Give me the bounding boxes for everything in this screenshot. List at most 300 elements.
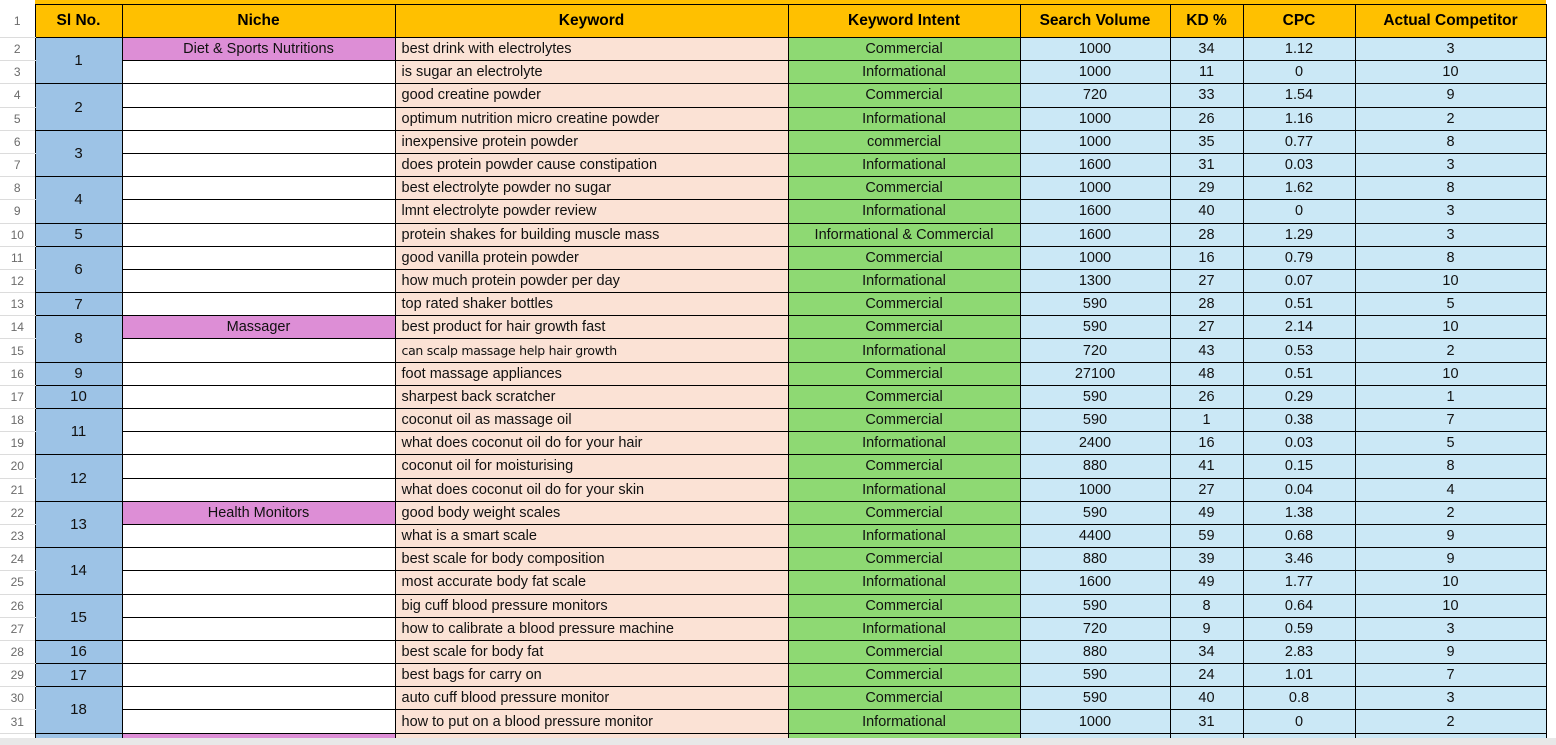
cell-actual-competitor[interactable]: 3 <box>1355 200 1546 223</box>
cell-search-volume[interactable]: 720 <box>1020 339 1170 362</box>
table-row <box>0 200 1546 223</box>
cell-cpc[interactable]: 2.83 <box>1243 640 1355 663</box>
cell-actual-competitor[interactable]: 4 <box>1355 478 1546 501</box>
row-number[interactable]: 3 <box>0 61 35 84</box>
row-number[interactable]: 31 <box>0 710 35 733</box>
table-row <box>0 223 1546 246</box>
cell-keyword[interactable]: good vanilla protein powder <box>395 246 788 269</box>
cell-keyword[interactable]: best scale for body fat <box>395 640 788 663</box>
cell-sl-no[interactable]: 5 <box>35 223 122 246</box>
cell-kd-percent[interactable]: 26 <box>1170 385 1243 408</box>
row-number[interactable]: 20 <box>0 455 35 478</box>
cell-keyword[interactable]: inexpensive protein powder <box>395 130 788 153</box>
cell-cpc[interactable]: 2.14 <box>1243 316 1355 339</box>
table-row <box>0 409 1546 432</box>
row-number[interactable]: 2 <box>0 38 35 61</box>
cell-niche[interactable] <box>122 246 395 269</box>
cell-keyword[interactable]: coconut oil as massage oil <box>395 409 788 432</box>
cell-keyword-intent[interactable]: Commercial <box>788 177 1020 200</box>
cell-kd-percent[interactable]: 31 <box>1170 153 1243 176</box>
cell-keyword-intent[interactable]: Informational <box>788 153 1020 176</box>
cell-cpc[interactable]: 3.46 <box>1243 548 1355 571</box>
cell-sl-no[interactable]: 14 <box>35 548 122 594</box>
cell-keyword-intent[interactable]: Informational <box>788 432 1020 455</box>
column-header-keyword-intent[interactable]: Keyword Intent <box>788 5 1020 38</box>
table-row <box>0 153 1546 176</box>
row-number[interactable]: 26 <box>0 594 35 617</box>
cell-niche[interactable] <box>122 571 395 594</box>
row-number[interactable]: 7 <box>0 153 35 176</box>
cell-sl-no[interactable]: 9 <box>35 362 122 385</box>
cell-keyword[interactable]: what is a smart scale <box>395 524 788 547</box>
row-number[interactable]: 10 <box>0 223 35 246</box>
cell-sl-no[interactable]: 12 <box>35 455 122 501</box>
cell-niche[interactable] <box>122 409 395 432</box>
row-number[interactable]: 17 <box>0 385 35 408</box>
cell-keyword[interactable]: sharpest back scratcher <box>395 385 788 408</box>
row-number[interactable]: 25 <box>0 571 35 594</box>
cell-cpc[interactable]: 0.59 <box>1243 617 1355 640</box>
table-row <box>0 107 1546 130</box>
cell-kd-percent[interactable]: 28 <box>1170 293 1243 316</box>
table-row <box>0 362 1546 385</box>
cell-kd-percent[interactable]: 59 <box>1170 524 1243 547</box>
cell-niche[interactable] <box>122 339 395 362</box>
row-number[interactable]: 23 <box>0 524 35 547</box>
cell-niche[interactable] <box>122 687 395 710</box>
cell-keyword-intent[interactable]: Informational <box>788 339 1020 362</box>
cell-niche[interactable] <box>122 455 395 478</box>
row-number[interactable]: 8 <box>0 177 35 200</box>
cell-niche[interactable] <box>122 177 395 200</box>
cell-search-volume[interactable]: 590 <box>1020 385 1170 408</box>
cell-actual-competitor[interactable]: 3 <box>1355 223 1546 246</box>
cell-niche[interactable]: Health Monitors <box>122 501 395 524</box>
cell-kd-percent[interactable]: 29 <box>1170 177 1243 200</box>
cell-sl-no[interactable]: 3 <box>35 130 122 176</box>
cell-actual-competitor[interactable]: 9 <box>1355 84 1546 107</box>
cell-niche[interactable] <box>122 223 395 246</box>
row-number[interactable]: 19 <box>0 432 35 455</box>
row-number[interactable]: 1 <box>0 5 35 38</box>
cell-keyword[interactable]: foot massage appliances <box>395 362 788 385</box>
cell-cpc[interactable]: 0.15 <box>1243 455 1355 478</box>
cell-keyword[interactable]: can scalp massage help hair growth <box>395 339 788 362</box>
cell-sl-no[interactable]: 13 <box>35 501 122 547</box>
cell-kd-percent[interactable]: 27 <box>1170 316 1243 339</box>
cell-cpc[interactable]: 0.53 <box>1243 339 1355 362</box>
cell-keyword[interactable]: what does coconut oil do for your skin <box>395 478 788 501</box>
table-row <box>0 246 1546 269</box>
row-number[interactable]: 15 <box>0 339 35 362</box>
row-number[interactable]: 9 <box>0 200 35 223</box>
cell-cpc[interactable]: 0.51 <box>1243 362 1355 385</box>
cell-sl-no[interactable]: 6 <box>35 246 122 292</box>
row-number[interactable]: 13 <box>0 293 35 316</box>
cell-kd-percent[interactable]: 8 <box>1170 594 1243 617</box>
cell-keyword-intent[interactable]: Commercial <box>788 316 1020 339</box>
cell-sl-no[interactable]: 17 <box>35 664 122 687</box>
cell-keyword-intent[interactable]: Commercial <box>788 640 1020 663</box>
table-row <box>0 293 1546 316</box>
cell-search-volume[interactable]: 1600 <box>1020 223 1170 246</box>
cell-keyword[interactable]: is sugar an electrolyte <box>395 61 788 84</box>
column-header-niche[interactable]: Niche <box>122 5 395 38</box>
cell-cpc[interactable]: 0.04 <box>1243 478 1355 501</box>
cell-search-volume[interactable]: 1600 <box>1020 571 1170 594</box>
cell-keyword-intent[interactable]: Informational <box>788 269 1020 292</box>
cell-actual-competitor[interactable]: 2 <box>1355 710 1546 733</box>
cell-kd-percent[interactable]: 11 <box>1170 61 1243 84</box>
cell-keyword[interactable]: how to put on a blood pressure monitor <box>395 710 788 733</box>
cell-actual-competitor[interactable]: 3 <box>1355 38 1546 61</box>
cell-sl-no[interactable]: 1 <box>35 38 122 84</box>
row-number[interactable]: 12 <box>0 269 35 292</box>
cell-search-volume[interactable]: 1000 <box>1020 130 1170 153</box>
cell-keyword-intent[interactable]: Informational <box>788 200 1020 223</box>
cell-sl-no[interactable]: 10 <box>35 385 122 408</box>
cell-search-volume[interactable]: 1000 <box>1020 710 1170 733</box>
table-row <box>0 571 1546 594</box>
cell-search-volume[interactable]: 1000 <box>1020 246 1170 269</box>
table-row <box>0 501 1546 524</box>
cell-cpc[interactable]: 0.51 <box>1243 293 1355 316</box>
cell-kd-percent[interactable]: 31 <box>1170 710 1243 733</box>
row-number[interactable]: 18 <box>0 409 35 432</box>
row-number[interactable]: 22 <box>0 501 35 524</box>
cell-niche[interactable] <box>122 385 395 408</box>
column-header-actual-competitor[interactable]: Actual Competitor <box>1355 5 1546 38</box>
cell-actual-competitor[interactable]: 10 <box>1355 594 1546 617</box>
table-row <box>0 177 1546 200</box>
cell-keyword[interactable]: top rated shaker bottles <box>395 293 788 316</box>
cell-kd-percent[interactable]: 35 <box>1170 130 1243 153</box>
cell-actual-competitor[interactable]: 7 <box>1355 664 1546 687</box>
cell-keyword[interactable]: good creatine powder <box>395 84 788 107</box>
cell-cpc[interactable]: 0 <box>1243 61 1355 84</box>
cell-keyword-intent[interactable]: Commercial <box>788 664 1020 687</box>
cell-kd-percent[interactable]: 48 <box>1170 362 1243 385</box>
cell-keyword-intent[interactable]: Commercial <box>788 687 1020 710</box>
row-number[interactable]: 16 <box>0 362 35 385</box>
cell-niche[interactable] <box>122 200 395 223</box>
table-row <box>0 130 1546 153</box>
cell-niche[interactable] <box>122 362 395 385</box>
cell-keyword[interactable]: best bags for carry on <box>395 664 788 687</box>
table-row <box>0 61 1546 84</box>
cell-keyword-intent[interactable]: Commercial <box>788 362 1020 385</box>
cell-keyword-intent[interactable]: Commercial <box>788 548 1020 571</box>
cell-niche[interactable] <box>122 617 395 640</box>
cell-kd-percent[interactable]: 33 <box>1170 84 1243 107</box>
cell-kd-percent[interactable]: 28 <box>1170 223 1243 246</box>
cell-keyword[interactable]: does protein powder cause constipation <box>395 153 788 176</box>
cell-keyword-intent[interactable]: Informational <box>788 107 1020 130</box>
table-row <box>0 710 1546 733</box>
table-row <box>0 385 1546 408</box>
cell-cpc[interactable]: 0 <box>1243 200 1355 223</box>
cell-keyword[interactable]: coconut oil for moisturising <box>395 455 788 478</box>
window-bottom-edge <box>0 738 1556 745</box>
cell-niche[interactable] <box>122 664 395 687</box>
cell-actual-competitor[interactable]: 5 <box>1355 293 1546 316</box>
row-number[interactable]: 21 <box>0 478 35 501</box>
cell-cpc[interactable]: 0.64 <box>1243 594 1355 617</box>
cell-keyword-intent[interactable]: Commercial <box>788 501 1020 524</box>
cell-search-volume[interactable]: 4400 <box>1020 524 1170 547</box>
cell-kd-percent[interactable]: 39 <box>1170 548 1243 571</box>
cell-cpc[interactable]: 1.12 <box>1243 38 1355 61</box>
row-number[interactable]: 5 <box>0 107 35 130</box>
row-number[interactable]: 14 <box>0 316 35 339</box>
cell-cpc[interactable]: 0.79 <box>1243 246 1355 269</box>
row-number[interactable]: 30 <box>0 687 35 710</box>
cell-cpc[interactable]: 1.62 <box>1243 177 1355 200</box>
cell-keyword[interactable]: how much protein powder per day <box>395 269 788 292</box>
cell-actual-competitor[interactable]: 9 <box>1355 640 1546 663</box>
sheet-body <box>0 38 1546 740</box>
cell-cpc[interactable]: 0.38 <box>1243 409 1355 432</box>
cell-search-volume[interactable]: 1000 <box>1020 177 1170 200</box>
cell-niche[interactable] <box>122 594 395 617</box>
row-number[interactable]: 29 <box>0 664 35 687</box>
cell-keyword-intent[interactable]: Informational <box>788 571 1020 594</box>
cell-cpc[interactable]: 1.16 <box>1243 107 1355 130</box>
cell-kd-percent[interactable]: 16 <box>1170 432 1243 455</box>
row-number[interactable]: 4 <box>0 84 35 107</box>
table-row <box>0 84 1546 107</box>
cell-keyword[interactable]: big cuff blood pressure monitors <box>395 594 788 617</box>
cell-cpc[interactable]: 1.29 <box>1243 223 1355 246</box>
table-row <box>0 664 1546 687</box>
cell-keyword[interactable]: best drink with electrolytes <box>395 38 788 61</box>
column-header-keyword[interactable]: Keyword <box>395 5 788 38</box>
cell-search-volume[interactable]: 27100 <box>1020 362 1170 385</box>
table-row <box>0 617 1546 640</box>
column-header-search-volume[interactable]: Search Volume <box>1020 5 1170 38</box>
cell-search-volume[interactable]: 590 <box>1020 664 1170 687</box>
cell-keyword[interactable]: most accurate body fat scale <box>395 571 788 594</box>
cell-sl-no[interactable]: 18 <box>35 687 122 733</box>
row-number[interactable]: 24 <box>0 548 35 571</box>
cell-actual-competitor[interactable]: 8 <box>1355 130 1546 153</box>
table-row <box>0 640 1546 663</box>
cell-niche[interactable] <box>122 478 395 501</box>
cell-cpc[interactable]: 0.03 <box>1243 153 1355 176</box>
cell-search-volume[interactable]: 1600 <box>1020 200 1170 223</box>
cell-search-volume[interactable]: 2400 <box>1020 432 1170 455</box>
cell-search-volume[interactable]: 1000 <box>1020 478 1170 501</box>
cell-search-volume[interactable]: 880 <box>1020 640 1170 663</box>
cell-kd-percent[interactable]: 27 <box>1170 478 1243 501</box>
cell-actual-competitor[interactable]: 10 <box>1355 269 1546 292</box>
cell-kd-percent[interactable]: 9 <box>1170 617 1243 640</box>
cell-search-volume[interactable]: 590 <box>1020 687 1170 710</box>
table-row <box>0 524 1546 547</box>
cell-niche[interactable] <box>122 548 395 571</box>
cell-niche[interactable] <box>122 269 395 292</box>
cell-cpc[interactable]: 0.8 <box>1243 687 1355 710</box>
cell-keyword-intent[interactable]: Informational <box>788 478 1020 501</box>
cell-kd-percent[interactable]: 34 <box>1170 38 1243 61</box>
cell-keyword[interactable]: protein shakes for building muscle mass <box>395 223 788 246</box>
cell-actual-competitor[interactable]: 10 <box>1355 362 1546 385</box>
cell-actual-competitor[interactable]: 1 <box>1355 385 1546 408</box>
cell-cpc[interactable]: 0.07 <box>1243 269 1355 292</box>
cell-niche[interactable] <box>122 640 395 663</box>
cell-keyword-intent[interactable]: Informational & Commercial <box>788 223 1020 246</box>
cell-keyword[interactable]: optimum nutrition micro creatine powder <box>395 107 788 130</box>
cell-search-volume[interactable]: 720 <box>1020 84 1170 107</box>
cell-niche[interactable]: Massager <box>122 316 395 339</box>
table-row <box>0 548 1546 571</box>
column-header-sl-no[interactable]: Sl No. <box>35 5 122 38</box>
cell-actual-competitor[interactable]: 3 <box>1355 687 1546 710</box>
cell-keyword[interactable]: best electrolyte powder no sugar <box>395 177 788 200</box>
cell-actual-competitor[interactable]: 5 <box>1355 432 1546 455</box>
cell-keyword[interactable]: what does coconut oil do for your hair <box>395 432 788 455</box>
cell-actual-competitor[interactable]: 8 <box>1355 246 1546 269</box>
cell-kd-percent[interactable]: 49 <box>1170 571 1243 594</box>
cell-actual-competitor[interactable]: 10 <box>1355 316 1546 339</box>
keyword-research-table <box>0 4 1547 740</box>
cell-actual-competitor[interactable]: 10 <box>1355 571 1546 594</box>
cell-cpc[interactable]: 1.54 <box>1243 84 1355 107</box>
cell-kd-percent[interactable]: 26 <box>1170 107 1243 130</box>
cell-niche[interactable] <box>122 153 395 176</box>
cell-sl-no[interactable]: 7 <box>35 293 122 316</box>
row-number[interactable]: 28 <box>0 640 35 663</box>
table-row <box>0 269 1546 292</box>
cell-keyword[interactable]: auto cuff blood pressure monitor <box>395 687 788 710</box>
cell-actual-competitor[interactable]: 9 <box>1355 524 1546 547</box>
cell-keyword-intent[interactable]: Commercial <box>788 385 1020 408</box>
cell-actual-competitor[interactable]: 8 <box>1355 177 1546 200</box>
cell-keyword-intent[interactable]: Commercial <box>788 293 1020 316</box>
cell-keyword-intent[interactable]: Commercial <box>788 38 1020 61</box>
cell-search-volume[interactable]: 590 <box>1020 501 1170 524</box>
cell-cpc[interactable]: 0.29 <box>1243 385 1355 408</box>
cell-keyword[interactable]: best product for hair growth fast <box>395 316 788 339</box>
cell-actual-competitor[interactable]: 7 <box>1355 409 1546 432</box>
cell-niche[interactable]: Diet & Sports Nutritions <box>122 38 395 61</box>
cell-kd-percent[interactable]: 34 <box>1170 640 1243 663</box>
cell-kd-percent[interactable]: 27 <box>1170 269 1243 292</box>
cell-search-volume[interactable]: 590 <box>1020 316 1170 339</box>
cell-search-volume[interactable]: 880 <box>1020 455 1170 478</box>
table-row <box>0 594 1546 617</box>
column-header-kd-percent[interactable]: KD % <box>1170 5 1243 38</box>
cell-sl-no[interactable]: 16 <box>35 640 122 663</box>
cell-kd-percent[interactable]: 40 <box>1170 200 1243 223</box>
cell-search-volume[interactable]: 1000 <box>1020 61 1170 84</box>
cell-keyword-intent[interactable]: Informational <box>788 61 1020 84</box>
cell-kd-percent[interactable]: 43 <box>1170 339 1243 362</box>
column-header-cpc[interactable]: CPC <box>1243 5 1355 38</box>
cell-keyword-intent[interactable]: Commercial <box>788 246 1020 269</box>
row-number[interactable]: 6 <box>0 130 35 153</box>
table-row <box>0 339 1546 362</box>
cell-niche[interactable] <box>122 107 395 130</box>
cell-niche[interactable] <box>122 293 395 316</box>
row-number[interactable]: 11 <box>0 246 35 269</box>
table-row <box>0 478 1546 501</box>
cell-keyword-intent[interactable]: Commercial <box>788 455 1020 478</box>
cell-search-volume[interactable]: 1600 <box>1020 153 1170 176</box>
cell-actual-competitor[interactable]: 10 <box>1355 61 1546 84</box>
table-row <box>0 432 1546 455</box>
cell-search-volume[interactable]: 880 <box>1020 548 1170 571</box>
cell-search-volume[interactable]: 1000 <box>1020 107 1170 130</box>
cell-keyword[interactable]: how to calibrate a blood pressure machine <box>395 617 788 640</box>
cell-search-volume[interactable]: 590 <box>1020 409 1170 432</box>
row-number[interactable]: 27 <box>0 617 35 640</box>
cell-search-volume[interactable]: 590 <box>1020 594 1170 617</box>
cell-niche[interactable] <box>122 84 395 107</box>
cell-keyword-intent[interactable]: commercial <box>788 130 1020 153</box>
cell-cpc[interactable]: 0 <box>1243 710 1355 733</box>
cell-actual-competitor[interactable]: 2 <box>1355 339 1546 362</box>
cell-cpc[interactable]: 1.01 <box>1243 664 1355 687</box>
table-row <box>0 687 1546 710</box>
table-row <box>0 38 1546 61</box>
cell-cpc[interactable]: 0.03 <box>1243 432 1355 455</box>
cell-niche[interactable] <box>122 524 395 547</box>
cell-sl-no[interactable]: 2 <box>35 84 122 130</box>
cell-cpc[interactable]: 1.77 <box>1243 571 1355 594</box>
cell-cpc[interactable]: 0.77 <box>1243 130 1355 153</box>
cell-kd-percent[interactable]: 1 <box>1170 409 1243 432</box>
cell-niche[interactable] <box>122 432 395 455</box>
cell-sl-no[interactable]: 15 <box>35 594 122 640</box>
cell-niche[interactable] <box>122 61 395 84</box>
cell-search-volume[interactable]: 1000 <box>1020 38 1170 61</box>
cell-actual-competitor[interactable]: 2 <box>1355 107 1546 130</box>
table-row <box>0 316 1546 339</box>
cell-keyword-intent[interactable]: Informational <box>788 524 1020 547</box>
cell-kd-percent[interactable]: 41 <box>1170 455 1243 478</box>
cell-cpc[interactable]: 0.68 <box>1243 524 1355 547</box>
cell-keyword-intent[interactable]: Informational <box>788 617 1020 640</box>
cell-actual-competitor[interactable]: 9 <box>1355 548 1546 571</box>
cell-cpc[interactable]: 1.38 <box>1243 501 1355 524</box>
table-row <box>0 455 1546 478</box>
cell-keyword[interactable]: good body weight scales <box>395 501 788 524</box>
cell-search-volume[interactable]: 720 <box>1020 617 1170 640</box>
cell-sl-no[interactable]: 8 <box>35 316 122 362</box>
cell-kd-percent[interactable]: 24 <box>1170 664 1243 687</box>
cell-niche[interactable] <box>122 710 395 733</box>
cell-keyword-intent[interactable]: Commercial <box>788 594 1020 617</box>
cell-kd-percent[interactable]: 40 <box>1170 687 1243 710</box>
cell-keyword-intent[interactable]: Commercial <box>788 84 1020 107</box>
cell-search-volume[interactable]: 590 <box>1020 293 1170 316</box>
cell-keyword-intent[interactable]: Informational <box>788 710 1020 733</box>
cell-actual-competitor[interactable]: 8 <box>1355 455 1546 478</box>
cell-keyword-intent[interactable]: Commercial <box>788 409 1020 432</box>
cell-actual-competitor[interactable]: 3 <box>1355 153 1546 176</box>
cell-keyword[interactable]: lmnt electrolyte powder review <box>395 200 788 223</box>
cell-kd-percent[interactable]: 49 <box>1170 501 1243 524</box>
cell-search-volume[interactable]: 1300 <box>1020 269 1170 292</box>
cell-actual-competitor[interactable]: 2 <box>1355 501 1546 524</box>
cell-keyword[interactable]: best scale for body composition <box>395 548 788 571</box>
cell-niche[interactable] <box>122 130 395 153</box>
cell-sl-no[interactable]: 4 <box>35 177 122 223</box>
cell-sl-no[interactable]: 11 <box>35 409 122 455</box>
cell-actual-competitor[interactable]: 3 <box>1355 617 1546 640</box>
cell-kd-percent[interactable]: 16 <box>1170 246 1243 269</box>
